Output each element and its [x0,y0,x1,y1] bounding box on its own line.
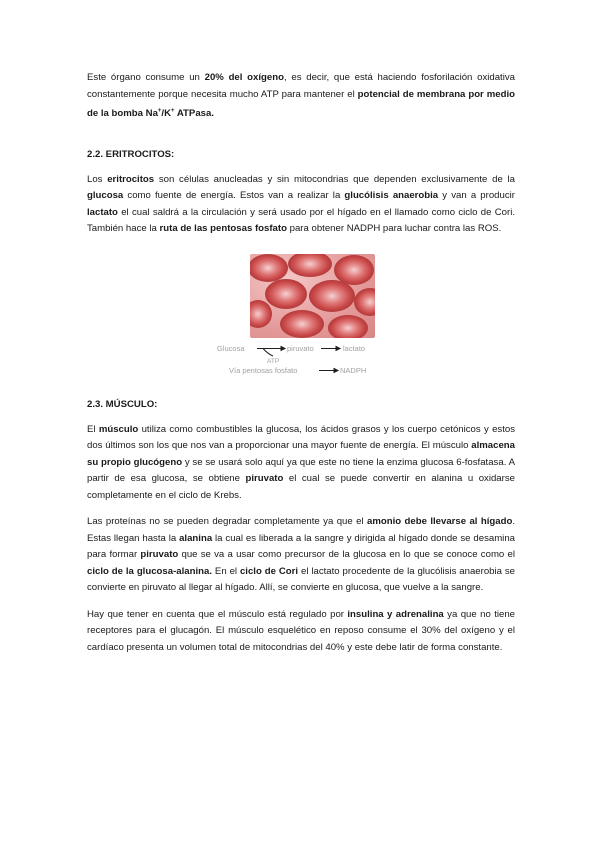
label-atp: ATP [267,357,280,365]
arrowhead [281,346,285,350]
emphasis: amonio debe llevarse al hígado [367,516,513,528]
text: . Estas llegan hasta la [87,516,516,544]
red-blood-cells-illustration [250,254,375,338]
emphasis: glucólisis anaerobia [344,190,439,202]
text: Hay que tener en cuenta que el músculo está regulado por [87,608,348,620]
label-lactato: lactato [343,343,366,353]
text: el lactato procedente de la glucólisis anaerobia se convierte en piruvato al llegar al hígado. Allí, se convierte en glucosa, que vuelve a la sangre. [87,565,516,594]
superscript: + [171,108,175,114]
text: son células anucleadas y sin mitocondrias que dependen exclusivamente de la [154,173,515,185]
text: ya que no tiene receptores para el glucagón. El músculo esquelético en reposo consume el 30% del oxígeno y el cardíaco presenta un volumen total de mitocondrias del 40% y este debe latir de forma constante. [87,608,516,653]
erythrocyte-figure [87,252,515,388]
paragraph-regulacion [87,607,515,657]
emphasis: ciclo de la glucosa-alanina. [87,565,212,577]
emphasis: ruta de las pentosas fosfato [159,223,287,235]
emphasis: piruvato [245,473,284,485]
text: utiliza como combustibles la glucosa, los ácidos grasos y los cuerpo cetónicos y estos dos últimos son los que nos van a proporcionar una mayor fuente de energía. El músculo [87,423,515,452]
label-nadph: NADPH [340,365,367,375]
text: Las proteínas no se pueden degradar completamente ya que el [87,516,367,528]
arrowhead [336,346,340,350]
emphasis: eritrocitos [107,173,155,185]
red-blood-cells-image [250,254,375,338]
text: El [87,423,99,435]
document-page [87,68,515,656]
arrowhead [334,368,338,372]
emphasis: insulina y adrenalina [347,608,444,620]
paragraph-eritrocitos [87,172,515,238]
text: el cual saldrá a la circulación y será usado por el hígado en el llamado como ciclo de Cori. También hace la [87,206,515,235]
label-glucosa: Glucosa [217,343,245,353]
text: potencial de membrana por medio de la bomba Na [87,88,515,120]
emphasis: alanina [179,532,213,544]
text: Los [87,173,108,185]
diagram-arrows [87,344,515,384]
label-pentosas: Vía pentosas fosfato [229,365,298,375]
text: para obtener NADPH para luchar contra las ROS. [286,223,502,235]
text: y van a producir [438,190,515,202]
text: y se se usará solo aquí ya que este no tiene la enzima glucosa 6-fosfatasa. A partir de esa glucosa, se obtiene [87,456,516,485]
superscript: + [157,108,162,114]
text: , es decir, que está haciendo fosforilación oxidativa constantemente porque necesita mucho ATP para mantener el [87,72,515,100]
text: que se va a usar como precursor de la glucosa en lo que se conoce como el [178,549,515,561]
text: como fuente de energía. Estos van a realizar la [123,190,345,202]
text: /K [161,108,172,120]
emphasis: piruvato [140,549,179,561]
emphasis: glucosa [87,190,124,202]
emphasis: almacena su propio glucógeno [87,440,515,468]
arrow-atp-branch [263,348,273,356]
section-heading-musculo: 2.3. MÚSCULO: [87,398,158,410]
paragraph-oxygen [87,70,515,123]
emphasis: músculo [98,423,139,435]
text: ATPasa. [174,108,214,120]
text: la cual es liberada a la sangre y dirigida al hígado donde se desamina para formar [87,532,515,561]
paragraph-proteinas [87,514,515,597]
paragraph-musculo [87,422,515,505]
text: el cual se puede convertir en alanina u oxidarse completamente en el ciclo de Krebs. [87,473,515,501]
emphasis: ciclo de Cori [239,565,299,577]
metabolic-diagram [87,344,515,384]
section-heading-eritrocitos: 2.2. ERITROCITOS: [87,148,175,160]
emphasis: 20% del oxígeno [204,72,284,83]
text: Este órgano consume un [87,72,205,83]
label-piruvato: piruvato [287,343,314,353]
text: En el [212,565,240,577]
emphasis: lactato [87,206,118,218]
